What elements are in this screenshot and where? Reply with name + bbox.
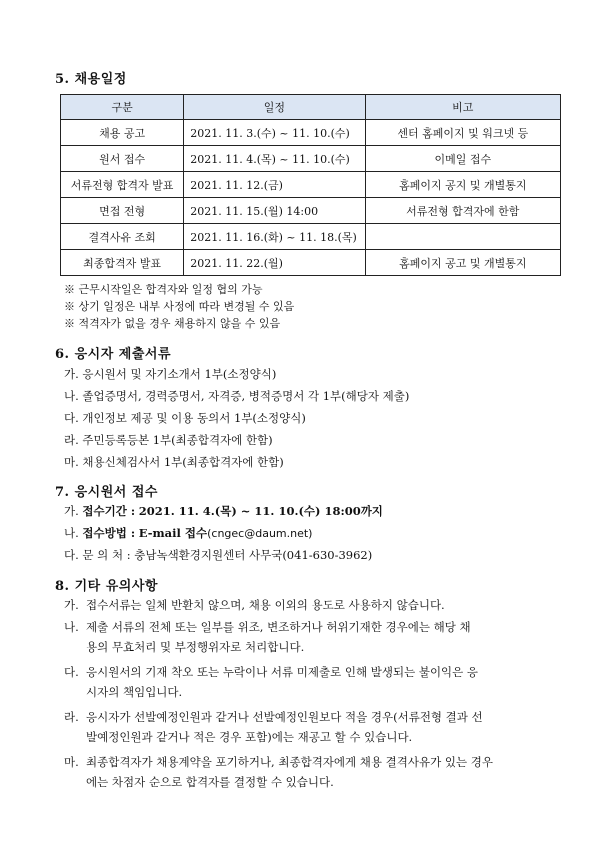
notice-item <box>64 752 564 792</box>
row-remarks: 이메일 접수 <box>365 146 560 172</box>
notice-marker: 나. <box>64 620 79 634</box>
table-header-row <box>61 95 561 120</box>
section-6-title: 6. 응시자 제출서류 <box>55 347 172 362</box>
notice-line: 응시자가 선발예정인원과 같거나 선발예정인원보다 적을 경우(서류전형 결과 선 <box>86 710 483 724</box>
row-category: 최종합격자 발표 <box>61 250 184 276</box>
row-schedule: 2021. 11. 22.(월) <box>184 250 365 276</box>
document-item: 가. 응시원서 및 자기소개서 1부(소정양식) <box>64 367 277 381</box>
row-remarks: 센터 홈페이지 및 워크넷 등 <box>365 120 560 146</box>
document-item: 마. 채용신체검사서 1부(최종합격자에 한함) <box>64 455 284 469</box>
notice-item <box>64 707 564 747</box>
schedule-note: ※ 적격자가 없을 경우 채용하지 않을 수 있음 <box>64 317 281 330</box>
row-remarks: 홈페이지 공고 및 개별통지 <box>365 250 560 276</box>
method-marker: 나. <box>64 526 79 540</box>
notice-line: 제출 서류의 전체 또는 일부를 위조, 변조하거나 허위기재한 경우에는 해당 채 <box>86 620 471 634</box>
section-5-title: 5. 채용일정 <box>55 72 127 87</box>
period-value: 2021. 11. 4.(목) ~ 11. 10.(수) 18:00까지 <box>138 504 383 518</box>
row-schedule: 2021. 11. 16.(화) ~ 11. 18.(목) <box>184 224 365 250</box>
contact-label: 문 의 처 : <box>82 548 131 562</box>
row-schedule: 2021. 11. 4.(목) ~ 11. 10.(수) <box>184 146 365 172</box>
notice-line: 최종합격자가 채용계약을 포기하거나, 최종합격자에게 채용 결격사유가 있는 경우 <box>86 755 493 769</box>
notice-line-continued: 발예정인원과 같거나 적은 경우 포함)에는 재공고 할 수 있습니다. <box>86 730 413 744</box>
notice-item <box>64 617 564 657</box>
notice-line: 접수서류는 일체 반환치 않으며, 채용 이외의 용도로 사용하지 않습니다. <box>86 598 445 612</box>
table-row <box>61 172 561 198</box>
table-row <box>61 146 561 172</box>
notice-line-continued: 시자의 책임입니다. <box>86 685 183 699</box>
table-row <box>61 120 561 146</box>
notice-marker: 라. <box>64 710 79 724</box>
application-period <box>64 503 383 519</box>
table-row <box>61 250 561 276</box>
header-schedule: 일정 <box>184 95 365 120</box>
row-category: 원서 접수 <box>61 146 184 172</box>
row-category: 면접 전형 <box>61 198 184 224</box>
row-category: 서류전형 합격자 발표 <box>61 172 184 198</box>
notice-marker: 가. <box>64 598 79 612</box>
notice-line: 응시원서의 기재 착오 또는 누락이나 서류 미제출로 인해 발생되는 불이익은 응 <box>86 665 479 679</box>
contact-value: 충남녹색환경지원센터 사무국(041-630-3962) <box>134 548 373 562</box>
row-remarks: 서류전형 합격자에 한함 <box>365 198 560 224</box>
row-remarks <box>365 224 560 250</box>
contact-email: (cngec@daum.net) <box>207 527 313 540</box>
schedule-note: ※ 상기 일정은 내부 사정에 따라 변경될 수 있음 <box>64 300 295 313</box>
section-8-title: 8. 기타 유의사항 <box>55 579 158 594</box>
contact-marker: 다. <box>64 548 79 562</box>
notice-line-continued: 에는 차점자 순으로 합격자를 결정할 수 있습니다. <box>86 775 334 789</box>
row-schedule: 2021. 11. 12.(금) <box>184 172 365 198</box>
period-label: 접수기간 : <box>82 504 136 518</box>
notice-item <box>64 662 564 702</box>
schedule-table <box>60 94 561 276</box>
row-schedule: 2021. 11. 3.(수) ~ 11. 10.(수) <box>184 120 365 146</box>
header-remarks: 비고 <box>365 95 560 120</box>
row-category: 채용 공고 <box>61 120 184 146</box>
schedule-note: ※ 근무시작일은 합격자와 일정 협의 가능 <box>64 283 263 296</box>
table-row <box>61 224 561 250</box>
row-category: 결격사유 조회 <box>61 224 184 250</box>
table-row <box>61 198 561 224</box>
document-item: 라. 주민등록등본 1부(최종합격자에 한함) <box>64 433 273 447</box>
notice-marker: 마. <box>64 755 79 769</box>
method-label: 접수방법 : <box>82 526 136 540</box>
notice-line-continued: 용의 무효처리 및 부정행위자로 처리합니다. <box>86 640 305 654</box>
inquiry-contact <box>64 547 372 563</box>
section-7-title: 7. 응시원서 접수 <box>55 485 158 500</box>
document-item: 나. 졸업증명서, 경력증명서, 자격증, 병적증명서 각 1부(해당자 제출) <box>64 389 410 403</box>
application-method <box>64 525 312 541</box>
row-remarks: 홈페이지 공지 및 개별통지 <box>365 172 560 198</box>
document-item: 다. 개인정보 제공 및 이용 동의서 1부(소정양식) <box>64 411 306 425</box>
method-value: E-mail 접수 <box>138 526 208 540</box>
notice-marker: 다. <box>64 665 79 679</box>
row-schedule: 2021. 11. 15.(월) 14:00 <box>184 198 365 224</box>
period-marker: 가. <box>64 504 79 518</box>
notice-item <box>64 595 564 615</box>
header-category: 구분 <box>61 95 184 120</box>
